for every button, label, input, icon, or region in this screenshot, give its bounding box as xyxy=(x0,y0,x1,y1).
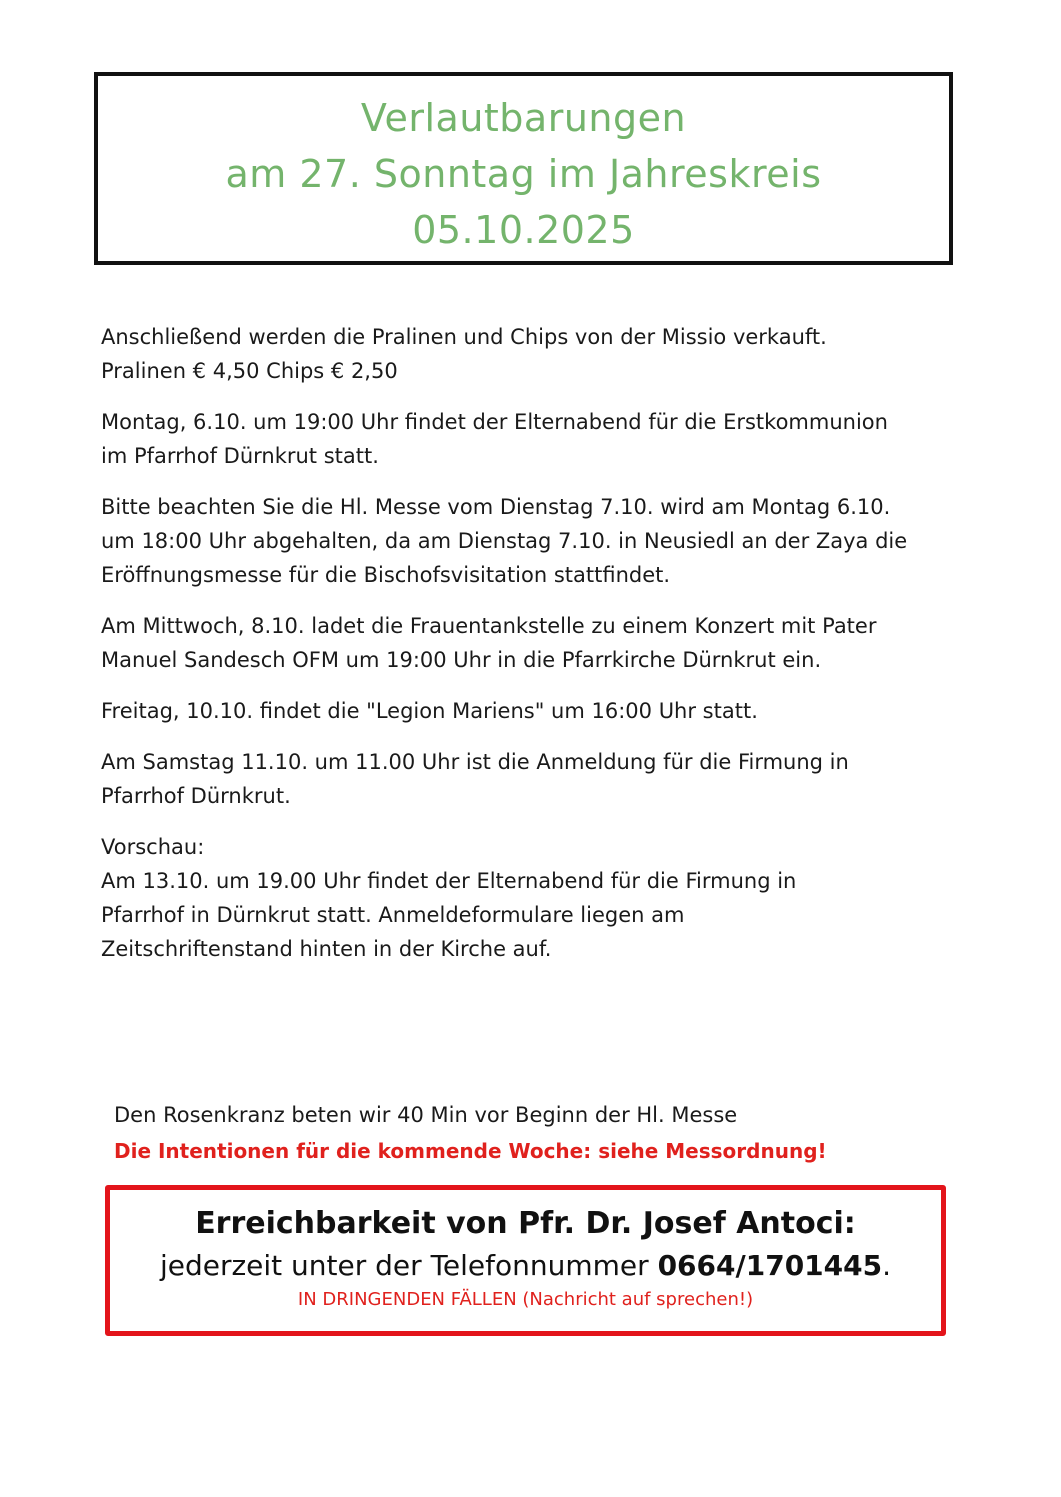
announcement-line: Vorschau: xyxy=(101,835,205,859)
announcement-vorschau xyxy=(101,830,981,966)
announcement-line: Am Samstag 11.10. um 11.00 Uhr ist die Anmeldung für die Firmung in xyxy=(101,750,849,774)
contact-phone-line xyxy=(110,1246,941,1286)
announcement-missio xyxy=(101,320,981,388)
announcement-line: Manuel Sandesch OFM um 19:00 Uhr in die Pfarrkirche Dürnkrut ein. xyxy=(101,648,822,672)
contact-phone-prefix: jederzeit unter der Telefonnummer xyxy=(159,1249,658,1282)
contact-phone-number: 0664/1701445 xyxy=(657,1249,883,1282)
announcement-line: Am 13.10. um 19.00 Uhr findet der Elternabend für die Firmung in xyxy=(101,869,797,893)
title-line-3: 05.10.2025 xyxy=(412,208,635,252)
announcement-line: Pfarrhof Dürnkrut. xyxy=(101,784,291,808)
announcement-messe-verlegung xyxy=(101,490,981,592)
announcement-konzert xyxy=(101,609,981,677)
announcement-line: um 18:00 Uhr abgehalten, da am Dienstag 7.10. in Neusiedl an der Zaya die xyxy=(101,529,908,553)
announcement-line: Montag, 6.10. um 19:00 Uhr findet der Elternabend für die Erstkommunion xyxy=(101,410,888,434)
announcement-elternabend-erstkommunion xyxy=(101,405,981,473)
intentions-note: Die Intentionen für die kommende Woche: siehe Messordnung! xyxy=(114,1139,827,1163)
announcement-line: Anschließend werden die Pralinen und Chips von der Missio verkauft. xyxy=(101,325,827,349)
title-line-1: Verlautbarungen xyxy=(360,96,687,140)
contact-phone-suffix: . xyxy=(882,1249,892,1282)
announcement-line: Am Mittwoch, 8.10. ladet die Frauentankstelle zu einem Konzert mit Pater xyxy=(101,614,877,638)
announcement-legion-mariens xyxy=(101,694,981,728)
rosary-note: Den Rosenkranz beten wir 40 Min vor Beginn der Hl. Messe xyxy=(114,1103,738,1127)
title-line-2: am 27. Sonntag im Jahreskreis xyxy=(225,152,822,196)
contact-urgent-note: IN DRINGENDEN FÄLLEN (Nachricht auf sprechen!) xyxy=(297,1289,754,1310)
contact-heading: Erreichbarkeit von Pfr. Dr. Josef Antoci: xyxy=(195,1206,856,1241)
announcement-line: Pralinen € 4,50 Chips € 2,50 xyxy=(101,359,398,383)
announcement-line: Zeitschriftenstand hinten in der Kirche auf. xyxy=(101,937,552,961)
announcement-line: Pfarrhof in Dürnkrut statt. Anmeldeformulare liegen am xyxy=(101,903,685,927)
title-box xyxy=(94,72,953,265)
announcements-list xyxy=(101,320,981,983)
announcement-line: Eröffnungsmesse für die Bischofsvisitation stattfindet. xyxy=(101,563,671,587)
announcement-line: im Pfarrhof Dürnkrut statt. xyxy=(101,444,379,468)
announcement-line: Bitte beachten Sie die Hl. Messe vom Dienstag 7.10. wird am Montag 6.10. xyxy=(101,495,891,519)
contact-box xyxy=(105,1185,946,1336)
announcement-firmung-anmeldung xyxy=(101,745,981,813)
announcement-line: Freitag, 10.10. findet die "Legion Mariens" um 16:00 Uhr statt. xyxy=(101,699,758,723)
